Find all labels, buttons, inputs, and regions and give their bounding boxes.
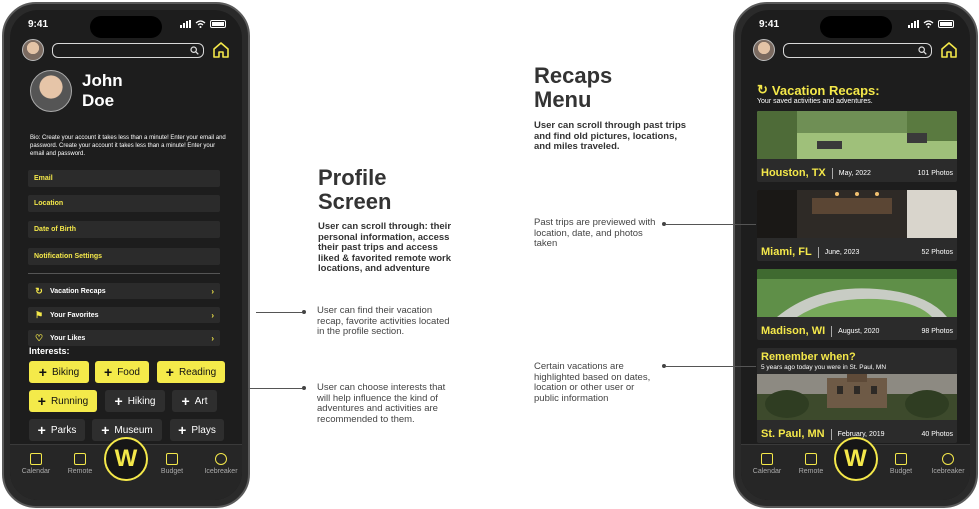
recap-city: Houston, TX xyxy=(761,167,826,179)
separator xyxy=(831,429,832,440)
home-icon[interactable] xyxy=(940,41,958,59)
search-input[interactable] xyxy=(52,43,204,58)
callout-dot xyxy=(302,310,306,314)
tab-budget[interactable] xyxy=(881,453,921,475)
people-icon xyxy=(942,453,954,465)
interest-chip[interactable] xyxy=(29,361,89,383)
interest-label: Reading xyxy=(178,366,217,378)
remember-title: Remember when? xyxy=(761,351,856,363)
recap-city: Madison, WI xyxy=(761,325,826,337)
recap-date: June, 2023 xyxy=(824,248,860,256)
wallet-icon xyxy=(895,453,907,465)
interest-chip[interactable] xyxy=(170,419,224,441)
tab-label: Remote xyxy=(798,468,824,475)
recaps-screen xyxy=(741,10,970,500)
laptop-icon xyxy=(74,453,86,465)
building-photo xyxy=(757,374,957,420)
tab-icebreaker[interactable] xyxy=(925,453,970,475)
menu-label: Vacation Recaps xyxy=(50,287,106,295)
tab-calendar[interactable] xyxy=(16,453,56,475)
people-icon xyxy=(215,453,227,465)
search-icon xyxy=(190,46,199,55)
interest-label: Art xyxy=(194,395,208,407)
recap-city: St. Paul, MN xyxy=(761,428,825,440)
interest-chip[interactable] xyxy=(105,390,165,412)
interest-chip[interactable] xyxy=(29,419,85,441)
interest-label: Running xyxy=(50,395,89,407)
menu-label: Your Favorites xyxy=(50,311,99,319)
callout-dot xyxy=(302,386,306,390)
plus-icon: + xyxy=(165,364,174,380)
recap-card[interactable] xyxy=(757,269,957,340)
tab-calendar[interactable] xyxy=(747,453,787,475)
remember-when-card[interactable] xyxy=(757,348,957,443)
wifi-icon xyxy=(195,20,206,28)
battery-icon xyxy=(210,20,226,28)
plus-icon: + xyxy=(114,393,123,409)
tab-icebreaker[interactable] xyxy=(198,453,242,475)
recap-card[interactable] xyxy=(757,190,957,261)
recap-photo-count: 40 Photos xyxy=(921,430,953,438)
tab-remote[interactable] xyxy=(60,453,100,475)
recap-card[interactable] xyxy=(757,111,957,182)
notification-settings-field[interactable]: Notification Settings xyxy=(28,248,220,265)
signal-icon xyxy=(180,20,191,28)
tab-label: Icebreaker xyxy=(204,468,238,475)
heart-icon: ♡ xyxy=(34,332,44,343)
search-icon xyxy=(918,46,927,55)
recap-date: February, 2019 xyxy=(837,430,885,438)
avatar[interactable] xyxy=(22,39,44,61)
plus-icon: + xyxy=(104,364,113,380)
cafe-photo xyxy=(757,190,957,238)
recaps-title xyxy=(757,82,880,98)
interest-label: Biking xyxy=(51,366,80,378)
menu-label: Your Likes xyxy=(50,334,86,342)
separator xyxy=(831,326,832,337)
plus-icon: + xyxy=(37,422,46,438)
callout-line xyxy=(666,224,756,225)
separator xyxy=(832,168,833,179)
interest-chip[interactable] xyxy=(29,390,97,412)
w-logo-button[interactable]: W xyxy=(834,437,878,481)
recap-card-bar xyxy=(757,164,957,182)
chevron-right-icon: › xyxy=(211,333,214,343)
interests-title: Interests: xyxy=(29,346,70,356)
profile-screen xyxy=(10,10,242,500)
plus-icon: + xyxy=(37,393,46,409)
interest-label: Museum xyxy=(114,424,153,436)
menu-your-likes[interactable] xyxy=(28,330,220,346)
callout-line xyxy=(256,312,302,313)
email-field[interactable]: Email xyxy=(28,170,220,187)
profile-screen-description: User can scroll through: their personal information, access their past trips and access liked & favorited remote work locations, and adventure xyxy=(318,221,452,274)
callout-line xyxy=(666,366,756,367)
chevron-right-icon: › xyxy=(211,286,214,296)
home-icon[interactable] xyxy=(212,41,230,59)
bookmark-icon: ⚑ xyxy=(34,309,44,320)
dob-field[interactable]: Date of Birth xyxy=(28,221,220,238)
recaps-subtitle: Your saved activities and adventures. xyxy=(757,98,873,105)
wallet-icon xyxy=(166,453,178,465)
callout-line xyxy=(248,388,302,389)
remember-subtitle: 5 years ago today you were in St. Paul, MN xyxy=(761,364,887,371)
recap-icon: ↻ xyxy=(35,285,43,296)
status-time: 9:41 xyxy=(759,18,780,30)
plus-icon: + xyxy=(181,393,190,409)
tab-label: Remote xyxy=(67,468,93,475)
calendar-icon xyxy=(761,453,773,465)
tab-label: Calendar xyxy=(21,468,51,475)
avatar[interactable] xyxy=(753,39,775,61)
recap-photo-count: 52 Photos xyxy=(921,248,953,256)
note-highlighted-vacations: Certain vacations are highlighted based on dates, location or other user or public information xyxy=(534,361,651,404)
note-recap: User can find their vacation recap, favorite activities located in the profile section. xyxy=(317,305,450,337)
menu-your-favorites[interactable] xyxy=(28,307,220,323)
w-logo-button[interactable]: W xyxy=(104,437,148,481)
wifi-icon xyxy=(923,20,934,28)
recaps-menu-description: User can scroll through past trips and find old pictures, locations, and miles traveled. xyxy=(534,120,687,152)
recaps-menu-heading: Recaps Menu xyxy=(534,63,613,112)
interest-label: Hiking xyxy=(127,395,156,407)
menu-vacation-recaps[interactable] xyxy=(28,283,220,299)
interest-chip[interactable] xyxy=(157,361,225,383)
signal-icon xyxy=(908,20,919,28)
note-past-trips: Past trips are previewed with location, date, and photos taken xyxy=(534,217,656,249)
recap-icon: ↻ xyxy=(757,82,768,97)
note-interests: User can choose interests that will help influence the kind of adventures and activities are recommended to them. xyxy=(317,382,446,425)
divider xyxy=(28,273,220,274)
profile-phone xyxy=(2,2,250,508)
search-input[interactable] xyxy=(783,43,932,58)
tab-label: Calendar xyxy=(752,468,782,475)
plus-icon: + xyxy=(178,422,187,438)
status-bar xyxy=(759,17,954,31)
status-bar xyxy=(28,17,226,31)
recap-card-bar xyxy=(757,322,957,340)
recap-card-bar xyxy=(757,243,957,261)
interest-chip[interactable] xyxy=(172,390,217,412)
tab-label: Budget xyxy=(160,468,184,475)
tab-bar xyxy=(741,444,970,500)
recap-date: May, 2022 xyxy=(838,169,871,177)
recaps-title-text: Vacation Recaps: xyxy=(771,82,880,98)
recaps-phone xyxy=(733,2,978,508)
top-bar xyxy=(753,38,958,62)
separator xyxy=(818,247,819,258)
status-time: 9:41 xyxy=(28,18,49,30)
laptop-icon xyxy=(805,453,817,465)
plus-icon: + xyxy=(38,364,47,380)
recap-photo-count: 98 Photos xyxy=(921,327,953,335)
battery-icon xyxy=(938,20,954,28)
profile-name: John Doe xyxy=(82,71,123,110)
interest-label: Food xyxy=(117,366,140,378)
interest-chip[interactable] xyxy=(95,361,149,383)
top-bar xyxy=(22,38,230,62)
profile-bio: Bio: Create your account it takes less than a minute! Enter your email and password. Create your account it takes less than a minute! Enter your email and password. xyxy=(30,135,226,157)
aerial-park-photo xyxy=(757,269,957,317)
plus-icon: + xyxy=(101,422,110,438)
recap-date: August, 2020 xyxy=(838,327,880,335)
profile-header xyxy=(30,70,142,112)
tab-label: Budget xyxy=(889,468,913,475)
location-field[interactable]: Location xyxy=(28,195,220,212)
calendar-icon xyxy=(30,453,42,465)
tab-budget[interactable] xyxy=(152,453,192,475)
chevron-right-icon: › xyxy=(211,310,214,320)
tab-bar xyxy=(10,444,242,500)
recap-city: Miami, FL xyxy=(761,246,812,258)
profile-screen-heading: Profile Screen xyxy=(318,165,392,214)
interest-label: Plays xyxy=(191,424,216,436)
interest-label: Parks xyxy=(50,424,77,436)
tab-remote[interactable] xyxy=(791,453,831,475)
profile-avatar[interactable] xyxy=(30,70,72,112)
park-photo xyxy=(757,111,957,159)
recap-photo-count: 101 Photos xyxy=(917,169,953,177)
tab-label: Icebreaker xyxy=(931,468,965,475)
